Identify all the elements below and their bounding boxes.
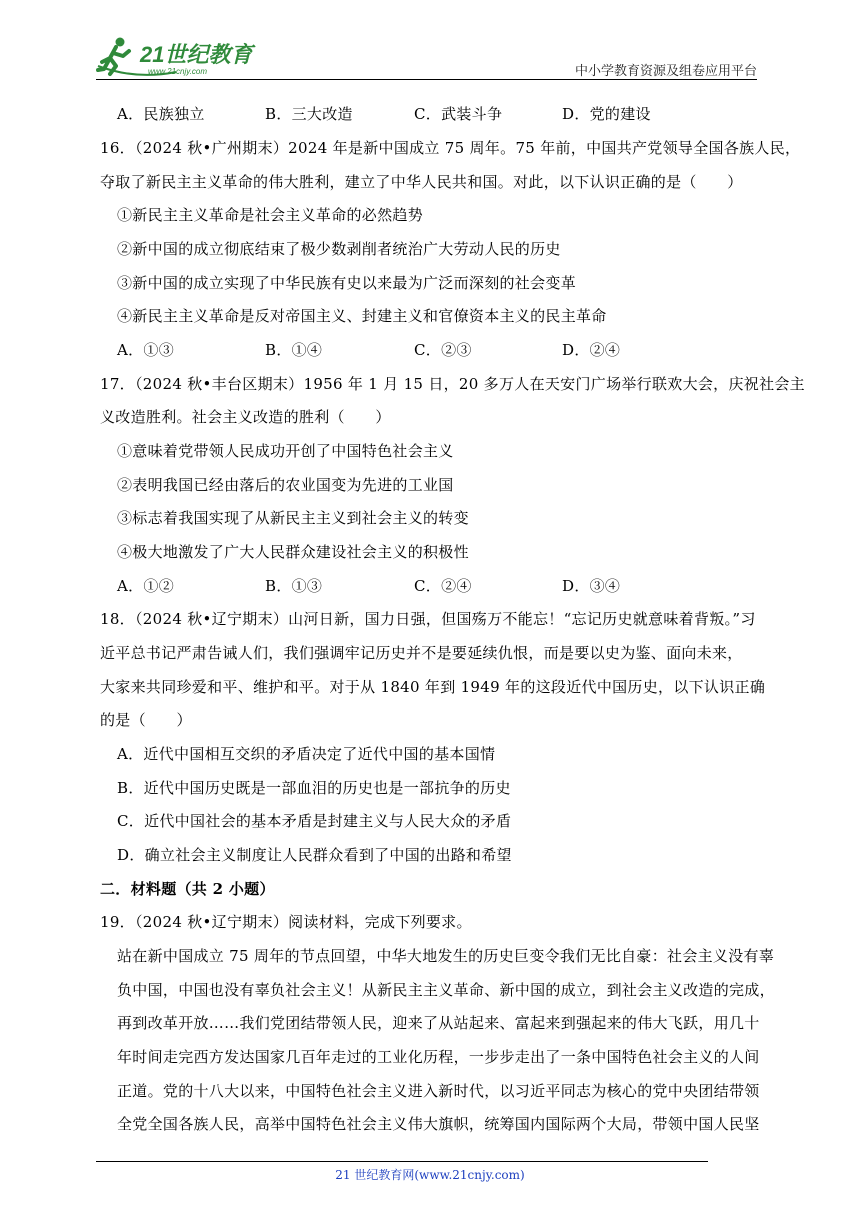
q15-option-c[interactable]: C．武装斗争	[414, 105, 503, 123]
section-heading: 二．材料题（共 2 小题）	[100, 880, 275, 898]
q16-option-b[interactable]: B．①④	[265, 341, 323, 359]
q17-option-b[interactable]: B．①③	[265, 577, 323, 595]
q16-stem: 16．（2024 秋•广州期末）2024 年是新中国成立 75 周年。75 年前，中国共产党领导全国各族人民，	[100, 139, 801, 157]
q18-option-a[interactable]: A．近代中国相互交织的矛盾决定了近代中国的基本国情	[117, 745, 496, 763]
q17-option-c[interactable]: C．②④	[414, 577, 472, 595]
q16-option-a[interactable]: A．①③	[117, 341, 175, 359]
site-logo[interactable]	[96, 36, 276, 78]
q17-statement-3: ③标志着我国实现了从新民主主义到社会主义的转变	[117, 509, 469, 527]
q19-material-line-2: 负中国，中国也没有辜负社会主义！从新民主主义革命、新中国的成立，到社会主义改造的完成，	[117, 981, 775, 999]
q18-option-c[interactable]: C．近代中国社会的基本矛盾是封建主义与人民大众的矛盾	[117, 812, 512, 830]
q17-stem: 17．（2024 秋•丰台区期末）1956 年 1 月 15 日，20 多万人在天安门广场举行联欢大会，庆祝社会主	[100, 375, 805, 393]
footer-divider	[96, 1161, 708, 1162]
q17-statement-2: ②表明我国已经由落后的农业国变为先进的工业国	[117, 476, 454, 494]
q18-stem-cont-2: 大家来共同珍爱和平、维护和平。对于从 1840 年到 1949 年的这段近代中国历史，以下认识正确	[100, 678, 766, 696]
header-divider	[96, 79, 757, 80]
q16-stem-cont: 夺取了新民主主义革命的伟大胜利，建立了中华人民共和国。对此，以下认识正确的是（ ）	[100, 173, 743, 191]
logo-text: 21世纪教育	[140, 42, 253, 67]
q18-stem-cont-1: 近平总书记严肃告诫人们，我们强调牢记历史并不是要延续仇恨，而是要以史为鉴、面向未来，	[100, 644, 743, 662]
q19-material-line-1: 站在新中国成立 75 周年的节点回望，中华大地发生的历史巨变令我们无比自豪：社会主义没有辜	[117, 947, 775, 965]
q15-option-d[interactable]: D．党的建设	[562, 105, 651, 123]
q15-option-a[interactable]: A．民族独立	[117, 105, 205, 123]
q17-option-a[interactable]: A．①②	[117, 577, 175, 595]
q16-statement-1: ①新民主主义革命是社会主义革命的必然趋势	[117, 206, 424, 224]
q15-option-b[interactable]: B．三大改造	[265, 105, 353, 123]
q16-statement-4: ④新民主主义革命是反对帝国主义、封建主义和官僚资本主义的民主革命	[117, 307, 607, 325]
logo-url: www.21cnjy.com	[148, 67, 207, 76]
runner-logo-icon	[96, 36, 276, 78]
q19-material-line-6: 全党全国各族人民，高举中国特色社会主义伟大旗帜，统筹国内国际两个大局，带领中国人民坚	[117, 1115, 760, 1133]
q18-option-d[interactable]: D．确立社会主义制度让人民群众看到了中国的出路和希望	[117, 846, 512, 864]
q19-material-line-3: 再到改革开放……我们党团结带领人民，迎来了从站起来、富起来到强起来的伟大飞跃，用几十	[117, 1014, 760, 1032]
q16-option-d[interactable]: D．②④	[562, 341, 621, 359]
q19-stem: 19．（2024 秋•辽宁期末）阅读材料，完成下列要求。	[100, 913, 472, 931]
q17-statement-4: ④极大地激发了广大人民群众建设社会主义的积极性	[117, 543, 469, 561]
footer-link[interactable]: 21 世纪教育网(www.21cnjy.com)	[335, 1168, 525, 1182]
q17-option-d[interactable]: D．③④	[562, 577, 621, 595]
q18-stem-cont-3: 的是（ ）	[100, 711, 192, 729]
q19-material-line-4: 年时间走完西方发达国家几百年走过的工业化历程，一步步走出了一条中国特色社会主义的人间	[117, 1048, 760, 1066]
q17-statement-1: ①意味着党带领人民成功开创了中国特色社会主义	[117, 442, 454, 460]
q18-stem: 18．（2024 秋•辽宁期末）山河日新，国力日强，但国殇万不能忘！“忘记历史就意味着背叛。”习	[100, 610, 756, 628]
q18-option-b[interactable]: B．近代中国历史既是一部血泪的历史也是一部抗争的历史	[117, 779, 511, 797]
q16-statement-3: ③新中国的成立实现了中华民族有史以来最为广泛而深刻的社会变革	[117, 274, 577, 292]
q16-option-c[interactable]: C．②③	[414, 341, 472, 359]
q16-statement-2: ②新中国的成立彻底结束了极少数剥削者统治广大劳动人民的历史	[117, 240, 561, 258]
q19-material-line-5: 正道。党的十八大以来，中国特色社会主义进入新时代，以习近平同志为核心的党中央团结带领	[117, 1082, 760, 1100]
page-header	[0, 0, 860, 80]
platform-title: 中小学教育资源及组卷应用平台	[574, 64, 757, 79]
q17-stem-cont: 义改造胜利。社会主义改造的胜利（ ）	[100, 408, 391, 426]
